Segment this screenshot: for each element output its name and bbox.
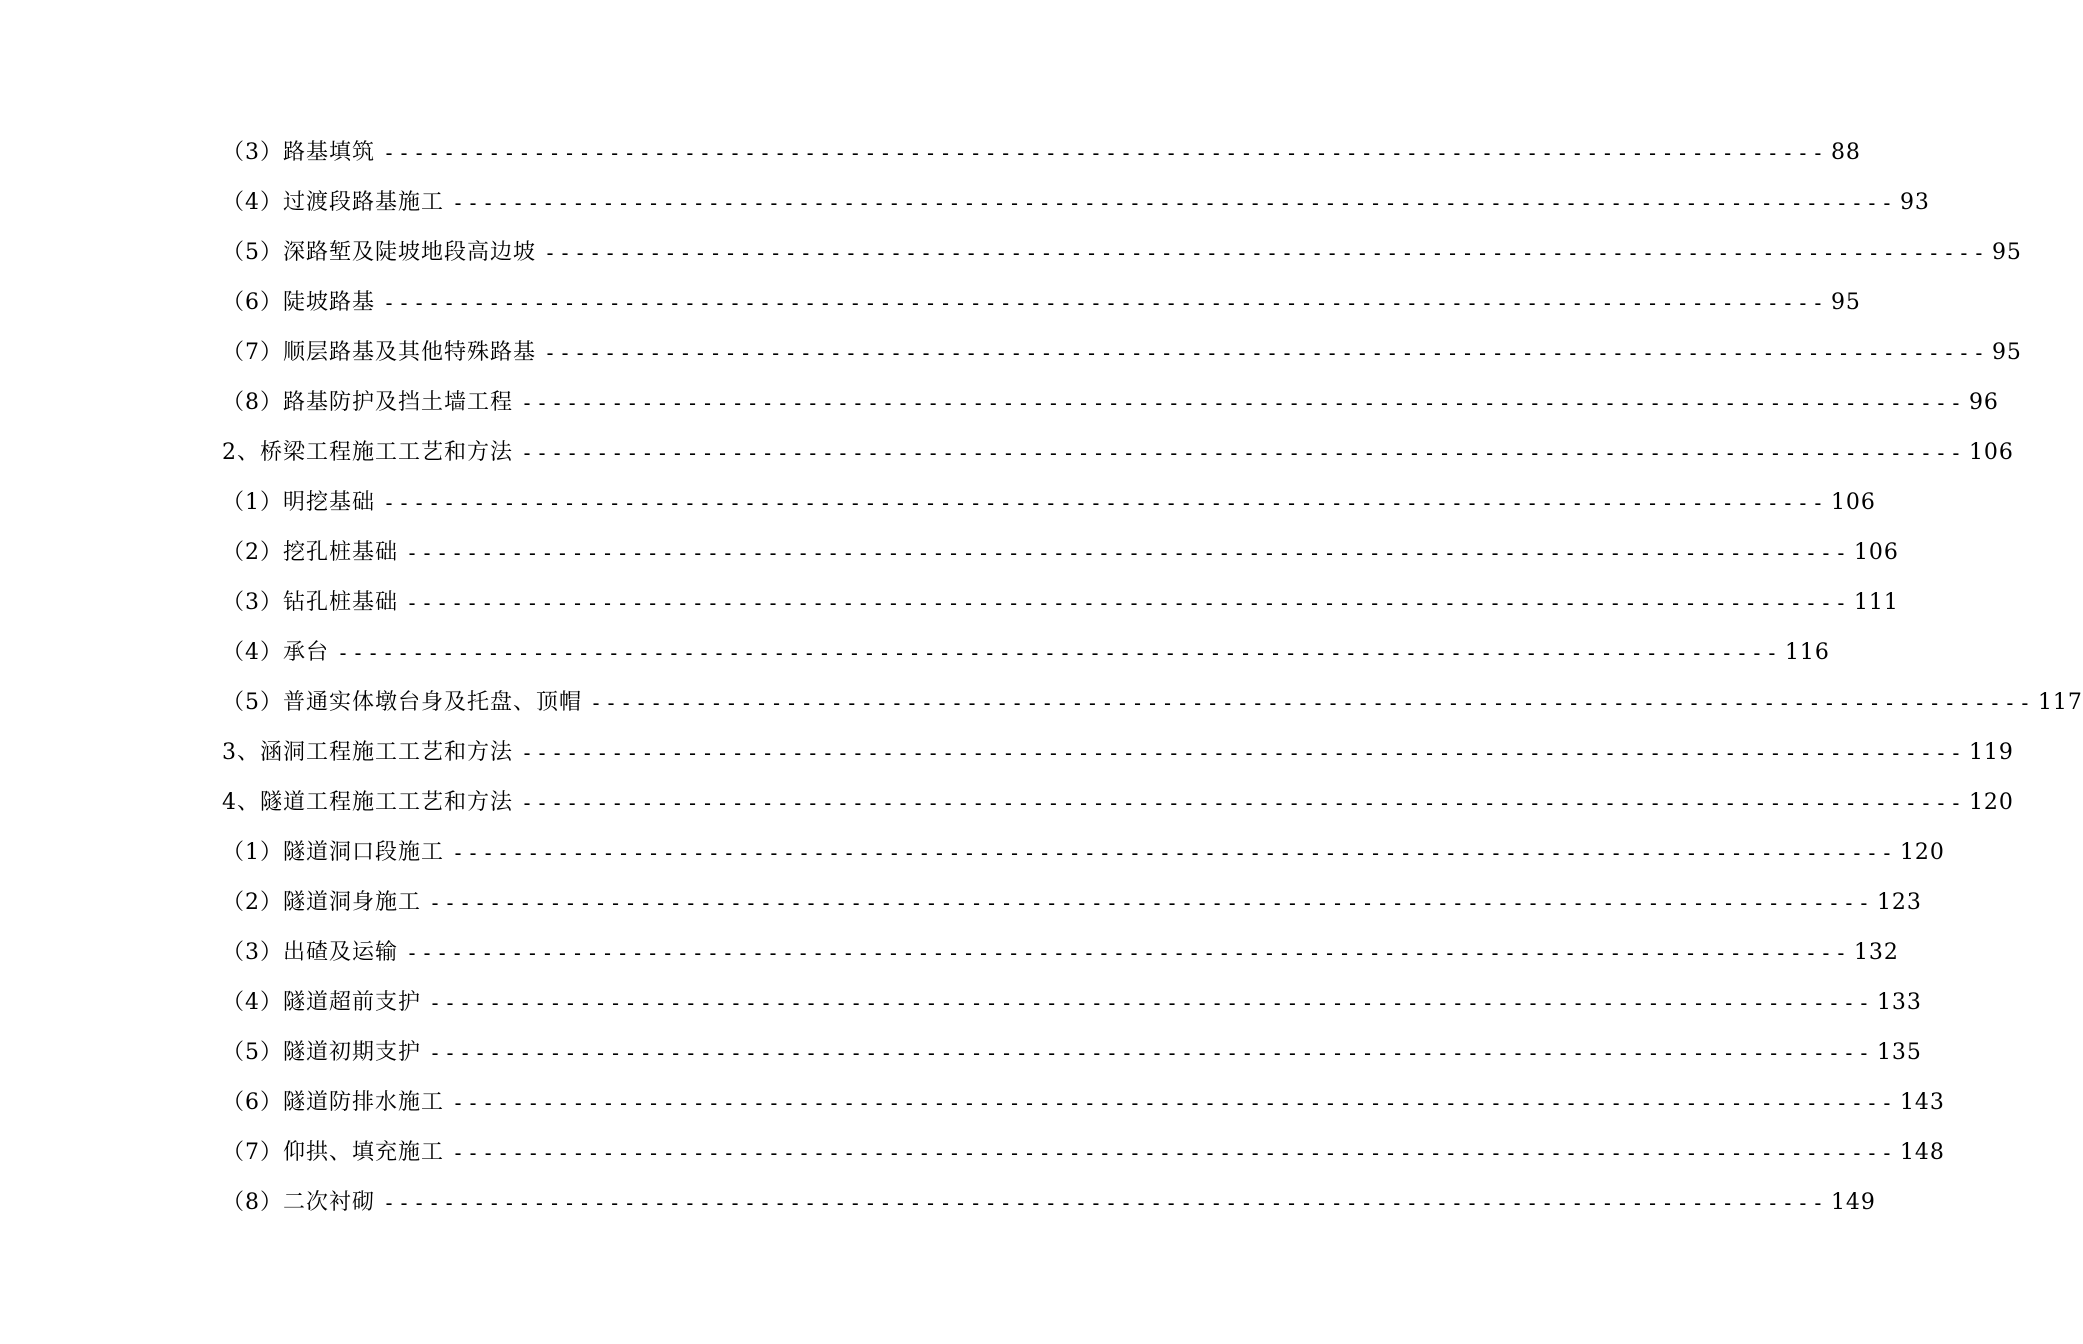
toc-entry[interactable] (222, 488, 1876, 518)
toc-entry-page: 123 (1876, 890, 1922, 915)
toc-entry[interactable] (222, 838, 1945, 868)
toc-entry[interactable] (222, 188, 1930, 218)
toc-dot-leader: ------------------------------------------------------------------------------------------------ (452, 841, 1896, 865)
toc-entry-title: 4、隧道工程施工工艺和方法 (222, 790, 513, 815)
toc-entry-title: （3）路基填筑 (222, 140, 375, 165)
toc-entry-page: 95 (1991, 240, 2022, 265)
toc-entry[interactable] (222, 938, 1899, 968)
toc-entry-page: 116 (1784, 640, 1830, 665)
toc-entry[interactable] (222, 588, 1899, 618)
toc-dot-leader: ------------------------------------------------------------------------------------------------ (521, 441, 1965, 465)
toc-entry-title: （5）普通实体墩台身及托盘、顶帽 (222, 690, 582, 715)
toc-entry-page: 135 (1876, 1040, 1922, 1065)
toc-dot-leader: ------------------------------------------------------------------------------------------------ (429, 1041, 1873, 1065)
toc-entry-page: 120 (1899, 840, 1945, 865)
toc-entry-page: 132 (1853, 940, 1899, 965)
toc-entry-page: 106 (1830, 490, 1876, 515)
toc-entry[interactable] (222, 1188, 1876, 1218)
toc-entry-page: 117 (2037, 690, 2083, 715)
toc-dot-leader: ------------------------------------------------------------------------------------------------ (383, 291, 1827, 315)
toc-entry[interactable] (222, 238, 2022, 268)
toc-dot-leader: ------------------------------------------------------------------------------------------------ (452, 191, 1896, 215)
toc-dot-leader: ------------------------------------------------------------------------------------------------ (406, 541, 1850, 565)
toc-entry-page: 106 (1968, 440, 2014, 465)
toc-entry[interactable] (222, 388, 1999, 418)
toc-entry-page: 133 (1876, 990, 1922, 1015)
toc-dot-leader: ------------------------------------------------------------------------------------------------ (429, 891, 1873, 915)
toc-entry-page: 111 (1853, 590, 1899, 615)
toc-entry-page: 95 (1830, 290, 1861, 315)
toc-entry[interactable] (222, 638, 1830, 668)
toc-entry-title: （8）二次衬砌 (222, 1190, 375, 1215)
toc-entry[interactable] (222, 888, 1922, 918)
toc-entry-title: （2）挖孔桩基础 (222, 540, 398, 565)
toc-entry-page: 93 (1899, 190, 1930, 215)
toc-entry[interactable] (222, 1088, 1945, 1118)
toc-entry-page: 88 (1830, 140, 1861, 165)
toc-dot-leader: ------------------------------------------------------------------------------------------------ (406, 941, 1850, 965)
toc-entry-title: （7）仰拱、填充施工 (222, 1140, 444, 1165)
toc-entry-title: （1）明挖基础 (222, 490, 375, 515)
toc-dot-leader: ------------------------------------------------------------------------------------------------ (383, 1191, 1827, 1215)
toc-dot-leader: ------------------------------------------------------------------------------------------------ (521, 791, 1965, 815)
toc-entry-title: （3）出碴及运输 (222, 940, 398, 965)
toc-entry[interactable] (222, 138, 1861, 168)
toc-entry-title: （3）钻孔桩基础 (222, 590, 398, 615)
toc-entry-page: 106 (1853, 540, 1899, 565)
toc-entry-title: （8）路基防护及挡土墙工程 (222, 390, 513, 415)
toc-dot-leader: ------------------------------------------------------------------------------------------------ (544, 341, 1988, 365)
toc-section-entry[interactable] (222, 738, 2014, 768)
toc-entry-page: 96 (1968, 390, 1999, 415)
toc-section-entry[interactable] (222, 788, 2014, 818)
toc-dot-leader: ------------------------------------------------------------------------------------------------ (521, 391, 1965, 415)
toc-dot-leader: ------------------------------------------------------------------------------------------------ (429, 991, 1873, 1015)
toc-dot-leader: ------------------------------------------------------------------------------------------------ (383, 141, 1827, 165)
toc-entry[interactable] (222, 688, 2083, 718)
toc-entry-title: （6）陡坡路基 (222, 290, 375, 315)
toc-dot-leader: ------------------------------------------------------------------------------------------------ (452, 1091, 1896, 1115)
toc-entry[interactable] (222, 288, 1861, 318)
toc-entry-title: 2、桥梁工程施工工艺和方法 (222, 440, 513, 465)
toc-entry-title: （4）隧道超前支护 (222, 990, 421, 1015)
toc-entry-page: 148 (1899, 1140, 1945, 1165)
toc-entry-page: 143 (1899, 1090, 1945, 1115)
toc-entry-title: （6）隧道防排水施工 (222, 1090, 444, 1115)
toc-entry[interactable] (222, 1038, 1922, 1068)
toc-dot-leader: ------------------------------------------------------------------------------------------------ (337, 641, 1781, 665)
toc-entry-title: （5）深路堑及陡坡地段高边坡 (222, 240, 536, 265)
toc-dot-leader: ------------------------------------------------------------------------------------------------ (383, 491, 1827, 515)
toc-section-entry[interactable] (222, 438, 2014, 468)
toc-entry-title: （4）过渡段路基施工 (222, 190, 444, 215)
toc-entry-title: （2）隧道洞身施工 (222, 890, 421, 915)
toc-entry-title: （5）隧道初期支护 (222, 1040, 421, 1065)
toc-dot-leader: ------------------------------------------------------------------------------------------------ (406, 591, 1850, 615)
toc-entry-page: 149 (1830, 1190, 1876, 1215)
toc-entry[interactable] (222, 1138, 1945, 1168)
toc-entry[interactable] (222, 988, 1922, 1018)
toc-dot-leader: ------------------------------------------------------------------------------------------------ (521, 741, 1965, 765)
toc-entry-page: 95 (1991, 340, 2022, 365)
toc-entry-page: 120 (1968, 790, 2014, 815)
toc-entry[interactable] (222, 338, 2022, 368)
toc-entry[interactable] (222, 538, 1899, 568)
toc-dot-leader: ------------------------------------------------------------------------------------------------ (452, 1141, 1896, 1165)
toc-dot-leader: ------------------------------------------------------------------------------------------------ (590, 691, 2034, 715)
toc-entry-title: （1）隧道洞口段施工 (222, 840, 444, 865)
toc-dot-leader: ------------------------------------------------------------------------------------------------ (544, 241, 1988, 265)
toc-entry-title: （7）顺层路基及其他特殊路基 (222, 340, 536, 365)
toc-entry-title: （4）承台 (222, 640, 329, 665)
toc-entry-title: 3、涵洞工程施工工艺和方法 (222, 740, 513, 765)
toc-entry-page: 119 (1968, 740, 2014, 765)
